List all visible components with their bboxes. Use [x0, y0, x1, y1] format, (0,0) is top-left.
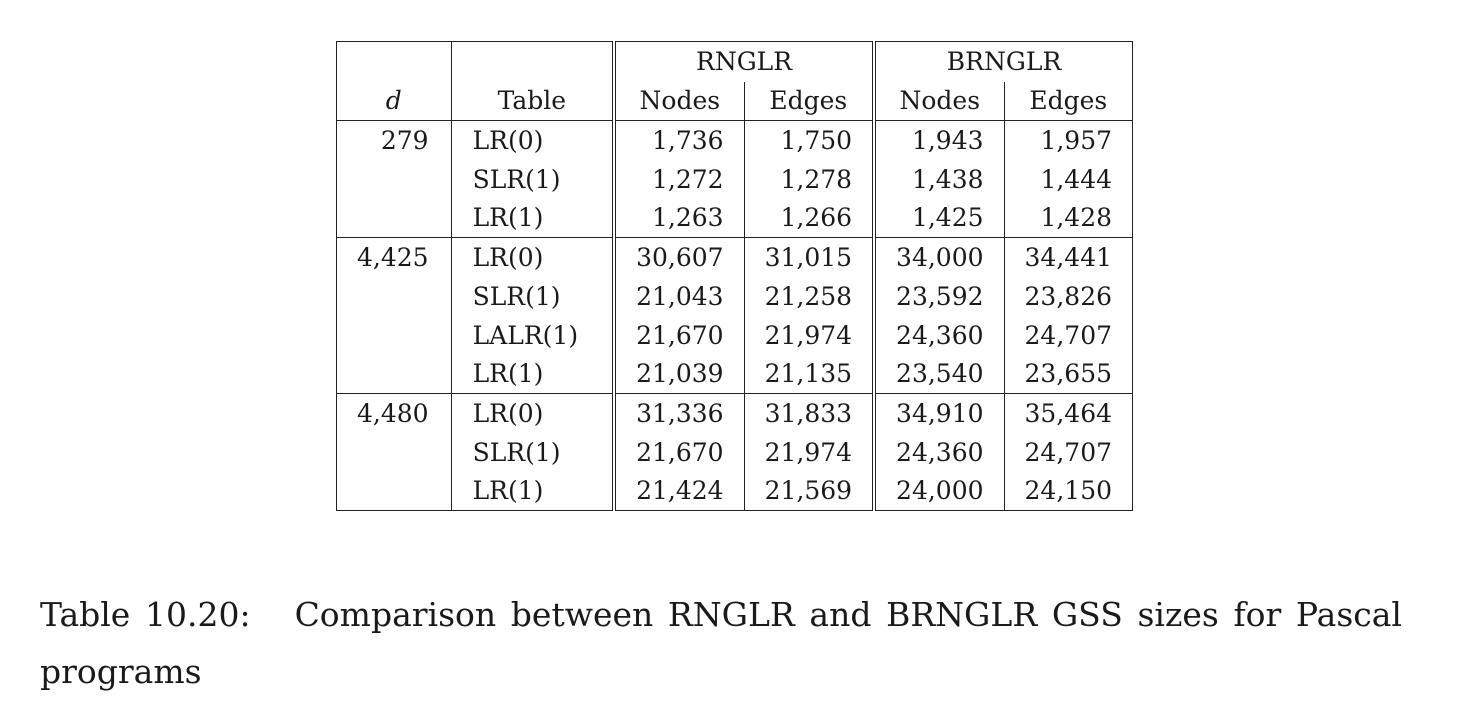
caption-label: Table 10.20:: [40, 595, 251, 634]
cell-brnglr-edges: 23,826: [1004, 277, 1132, 316]
table-row: [337, 238, 1133, 277]
cell-table: LR(0): [451, 238, 614, 277]
cell-d: [337, 472, 452, 511]
cell-brnglr-edges: 24,150: [1004, 472, 1132, 511]
table-row: [337, 355, 1133, 394]
cell-brnglr-nodes: 23,592: [874, 277, 1004, 316]
cell-d: [337, 433, 452, 472]
cell-rnglr-edges: 21,258: [744, 277, 874, 316]
column-header-brnglr-nodes: Nodes: [874, 82, 1004, 121]
cell-brnglr-nodes: 24,360: [874, 316, 1004, 355]
cell-rnglr-nodes: 30,607: [614, 238, 744, 277]
cell-rnglr-nodes: 1,263: [614, 199, 744, 238]
group-header-brnglr: BRNGLR: [874, 42, 1132, 82]
cell-brnglr-nodes: 24,000: [874, 472, 1004, 511]
cell-rnglr-nodes: 21,670: [614, 316, 744, 355]
table-row: [337, 394, 1133, 433]
cell-d: [337, 199, 452, 238]
cell-brnglr-edges: 34,441: [1004, 238, 1132, 277]
cell-d: [337, 316, 452, 355]
cell-brnglr-edges: 24,707: [1004, 316, 1132, 355]
cell-rnglr-nodes: 31,336: [614, 394, 744, 433]
cell-d: [337, 277, 452, 316]
cell-brnglr-edges: 35,464: [1004, 394, 1132, 433]
column-header-d: d: [337, 82, 452, 121]
cell-table: LR(0): [451, 121, 614, 160]
table-caption: [40, 586, 1402, 700]
cell-rnglr-nodes: 21,043: [614, 277, 744, 316]
table-row: [337, 433, 1133, 472]
cell-rnglr-edges: 21,135: [744, 355, 874, 394]
cell-table: SLR(1): [451, 433, 614, 472]
cell-brnglr-nodes: 34,000: [874, 238, 1004, 277]
cell-brnglr-nodes: 34,910: [874, 394, 1004, 433]
cell-brnglr-edges: 1,957: [1004, 121, 1132, 160]
cell-rnglr-edges: 1,750: [744, 121, 874, 160]
caption-text: Comparison between RNGLR and BRNGLR GSS sizes for Pascal programs: [40, 595, 1402, 691]
cell-brnglr-edges: 1,444: [1004, 160, 1132, 199]
cell-rnglr-nodes: 21,670: [614, 433, 744, 472]
cell-table: LR(1): [451, 355, 614, 394]
cell-rnglr-nodes: 1,272: [614, 160, 744, 199]
cell-d: [337, 355, 452, 394]
cell-rnglr-nodes: 21,039: [614, 355, 744, 394]
cell-rnglr-edges: 21,974: [744, 433, 874, 472]
cell-d: [337, 160, 452, 199]
column-header-brnglr-edges: Edges: [1004, 82, 1132, 121]
cell-table: LR(1): [451, 199, 614, 238]
cell-table: LR(0): [451, 394, 614, 433]
cell-d: 279: [337, 121, 452, 160]
cell-rnglr-edges: 1,278: [744, 160, 874, 199]
cell-brnglr-edges: 24,707: [1004, 433, 1132, 472]
cell-rnglr-edges: 31,833: [744, 394, 874, 433]
cell-rnglr-nodes: 21,424: [614, 472, 744, 511]
cell-brnglr-nodes: 1,438: [874, 160, 1004, 199]
table-row: [337, 277, 1133, 316]
cell-d: 4,425: [337, 238, 452, 277]
cell-brnglr-nodes: 1,943: [874, 121, 1004, 160]
cell-brnglr-edges: 1,428: [1004, 199, 1132, 238]
cell-table: LR(1): [451, 472, 614, 511]
header-empty-d: [337, 42, 452, 82]
cell-rnglr-edges: 21,974: [744, 316, 874, 355]
cell-rnglr-edges: 1,266: [744, 199, 874, 238]
table-row: [337, 121, 1133, 160]
table-row: [337, 199, 1133, 238]
gss-size-comparison-table: [336, 41, 1133, 511]
column-header-rnglr-nodes: Nodes: [614, 82, 744, 121]
cell-brnglr-edges: 23,655: [1004, 355, 1132, 394]
group-header-rnglr: RNGLR: [614, 42, 874, 82]
column-header-table: Table: [451, 82, 614, 121]
cell-rnglr-nodes: 1,736: [614, 121, 744, 160]
table-row: [337, 316, 1133, 355]
cell-brnglr-nodes: 24,360: [874, 433, 1004, 472]
cell-table: SLR(1): [451, 160, 614, 199]
cell-d: 4,480: [337, 394, 452, 433]
column-header-rnglr-edges: Edges: [744, 82, 874, 121]
cell-table: LALR(1): [451, 316, 614, 355]
table-body: [337, 121, 1133, 511]
table-row: [337, 160, 1133, 199]
column-header-row: [337, 82, 1133, 121]
cell-brnglr-nodes: 1,425: [874, 199, 1004, 238]
group-header-row: [337, 42, 1133, 82]
cell-brnglr-nodes: 23,540: [874, 355, 1004, 394]
cell-table: SLR(1): [451, 277, 614, 316]
table-row: [337, 472, 1133, 511]
cell-rnglr-edges: 31,015: [744, 238, 874, 277]
cell-rnglr-edges: 21,569: [744, 472, 874, 511]
header-empty-table: [451, 42, 614, 82]
